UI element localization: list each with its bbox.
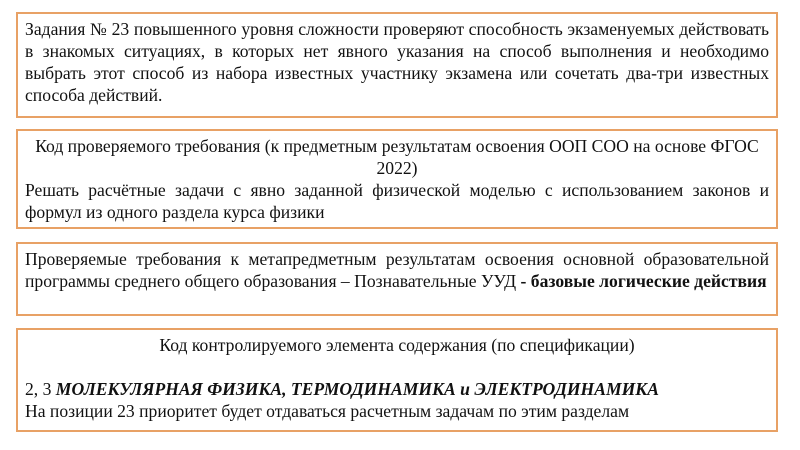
content-element-note: На позиции 23 приоритет будет отдаваться расчетным задачам по этим разделам: [25, 401, 630, 421]
requirement-code-heading: Код проверяемого требования (к предметным результатам освоения ООП СОО на основе ФГОС 2022): [35, 136, 759, 178]
requirement-code-text: Решать расчётные задачи с явно заданной физической моделью с использованием законов и формул из одного раздела курса физики: [25, 180, 769, 222]
requirement-code-box: [16, 129, 778, 229]
metasubject-bold-text: базовые логические действия: [530, 271, 767, 291]
content-element-topics: МОЛЕКУЛЯРНАЯ ФИЗИКА, ТЕРМОДИНАМИКА и ЭЛЕКТРОДИНАМИКА: [55, 379, 659, 399]
content-element-box: [16, 328, 778, 432]
spacer: [25, 356, 769, 378]
content-element-heading: Код контролируемого элемента содержания (по спецификации): [159, 335, 635, 355]
content-element-line: [25, 378, 769, 400]
task-description-text: Задания № 23 повышенного уровня сложности проверяют способность экзаменуемых действовать в знакомых ситуациях, в которых нет явного указания на способ выполнения и необходимо выбрать этот способ из набора известных участнику экзамена или сочетать два-три известных способа действий.: [25, 19, 769, 105]
metasubject-dash: -: [516, 271, 531, 291]
metasubject-requirements-text: Проверяемые требования к метапредметным результатам освоения основной образовательной программы среднего общего образования – Познавательные УУД: [25, 249, 769, 291]
task-description-box: [16, 12, 778, 118]
content-element-code: 2, 3: [25, 379, 56, 399]
metasubject-requirements-box: [16, 242, 778, 316]
